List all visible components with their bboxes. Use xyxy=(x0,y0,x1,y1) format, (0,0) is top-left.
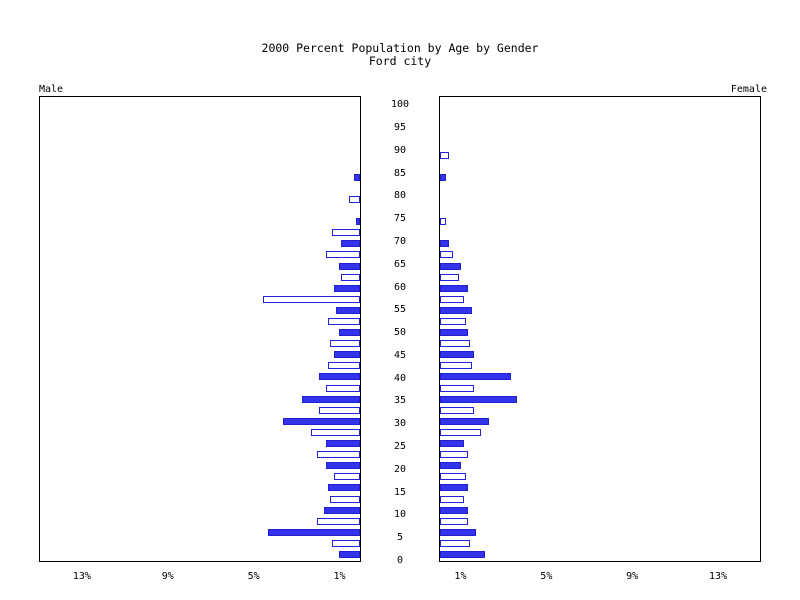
bar xyxy=(349,196,360,203)
bar xyxy=(319,407,360,414)
bar xyxy=(440,540,470,547)
bar xyxy=(440,496,464,503)
x-tick-label: 1% xyxy=(333,571,346,582)
bar xyxy=(440,318,466,325)
bar xyxy=(440,274,459,281)
bar xyxy=(326,251,360,258)
bar xyxy=(440,518,468,525)
bar xyxy=(440,240,449,247)
age-tick-label: 100 xyxy=(390,99,410,111)
age-tick-label: 30 xyxy=(393,418,407,430)
x-tick-label: 5% xyxy=(540,571,553,582)
bar xyxy=(440,152,449,159)
bar xyxy=(440,251,453,258)
bar xyxy=(356,218,360,225)
age-tick-label: 25 xyxy=(393,441,407,453)
age-tick-label: 40 xyxy=(393,372,407,384)
bar xyxy=(440,340,470,347)
chart-title-line1: 2000 Percent Population by Age by Gender xyxy=(261,41,539,55)
bar xyxy=(341,240,360,247)
age-tick-label: 95 xyxy=(393,122,407,134)
bar xyxy=(354,174,360,181)
bar xyxy=(268,529,360,536)
x-tick-label: 9% xyxy=(626,571,639,582)
bar xyxy=(326,385,360,392)
bar xyxy=(440,362,472,369)
bar xyxy=(330,496,360,503)
age-tick-label: 90 xyxy=(393,144,407,156)
bar xyxy=(317,518,360,525)
bar xyxy=(440,462,461,469)
bar xyxy=(319,373,360,380)
bar xyxy=(336,307,360,314)
bar xyxy=(440,296,464,303)
age-tick-label: 5 xyxy=(396,532,404,544)
bar xyxy=(326,440,360,447)
age-tick-label: 55 xyxy=(393,304,407,316)
bar xyxy=(440,285,468,292)
bar xyxy=(324,507,360,514)
bar xyxy=(328,362,360,369)
age-tick-label: 50 xyxy=(393,327,407,339)
age-axis xyxy=(361,96,439,566)
age-tick-label: 0 xyxy=(396,555,404,566)
bar xyxy=(440,418,489,425)
age-tick-label: 35 xyxy=(393,395,407,407)
bar xyxy=(440,529,476,536)
bar xyxy=(440,484,468,491)
bar xyxy=(332,540,360,547)
x-tick-label: 13% xyxy=(709,571,728,582)
bar xyxy=(440,385,474,392)
bar xyxy=(283,418,360,425)
bar xyxy=(440,551,485,558)
bar xyxy=(334,473,360,480)
age-tick-label: 45 xyxy=(393,349,407,361)
bar xyxy=(311,429,360,436)
bar xyxy=(440,396,517,403)
bar xyxy=(328,484,360,491)
x-tick-label: 9% xyxy=(161,571,174,582)
age-tick-label: 10 xyxy=(393,509,407,521)
bar xyxy=(440,174,446,181)
bar xyxy=(302,396,360,403)
x-tick-label: 5% xyxy=(247,571,260,582)
age-tick-label: 75 xyxy=(393,213,407,225)
bar xyxy=(341,274,360,281)
age-tick-label: 15 xyxy=(393,486,407,498)
age-tick-label: 85 xyxy=(393,167,407,179)
bar xyxy=(339,263,360,270)
bar xyxy=(339,329,360,336)
bar xyxy=(339,551,360,558)
age-tick-label: 20 xyxy=(393,463,407,475)
bar xyxy=(440,473,466,480)
bar xyxy=(440,429,481,436)
bar xyxy=(440,451,468,458)
bar xyxy=(334,285,360,292)
bar xyxy=(440,329,468,336)
bar xyxy=(440,440,464,447)
age-tick-label: 70 xyxy=(393,235,407,247)
female-plot-panel xyxy=(439,96,761,562)
male-plot-panel xyxy=(39,96,361,562)
bar xyxy=(330,340,360,347)
bar xyxy=(326,462,360,469)
bar xyxy=(334,351,360,358)
bar xyxy=(440,507,468,514)
chart-title-line2: Ford city xyxy=(368,54,432,68)
bar xyxy=(440,351,474,358)
male-panel-label: Male xyxy=(39,84,64,95)
bar xyxy=(440,218,446,225)
bar xyxy=(440,373,511,380)
x-tick-label: 13% xyxy=(72,571,91,582)
bar xyxy=(263,296,360,303)
bar xyxy=(440,407,474,414)
x-tick-label: 1% xyxy=(454,571,467,582)
chart-title xyxy=(0,42,800,68)
bar xyxy=(440,263,461,270)
age-tick-label: 80 xyxy=(393,190,407,202)
bar xyxy=(328,318,360,325)
age-tick-label: 60 xyxy=(393,281,407,293)
female-panel-label: Female xyxy=(730,84,767,95)
age-tick-label: 65 xyxy=(393,258,407,270)
bar xyxy=(440,307,472,314)
bar xyxy=(317,451,360,458)
bar xyxy=(332,229,360,236)
